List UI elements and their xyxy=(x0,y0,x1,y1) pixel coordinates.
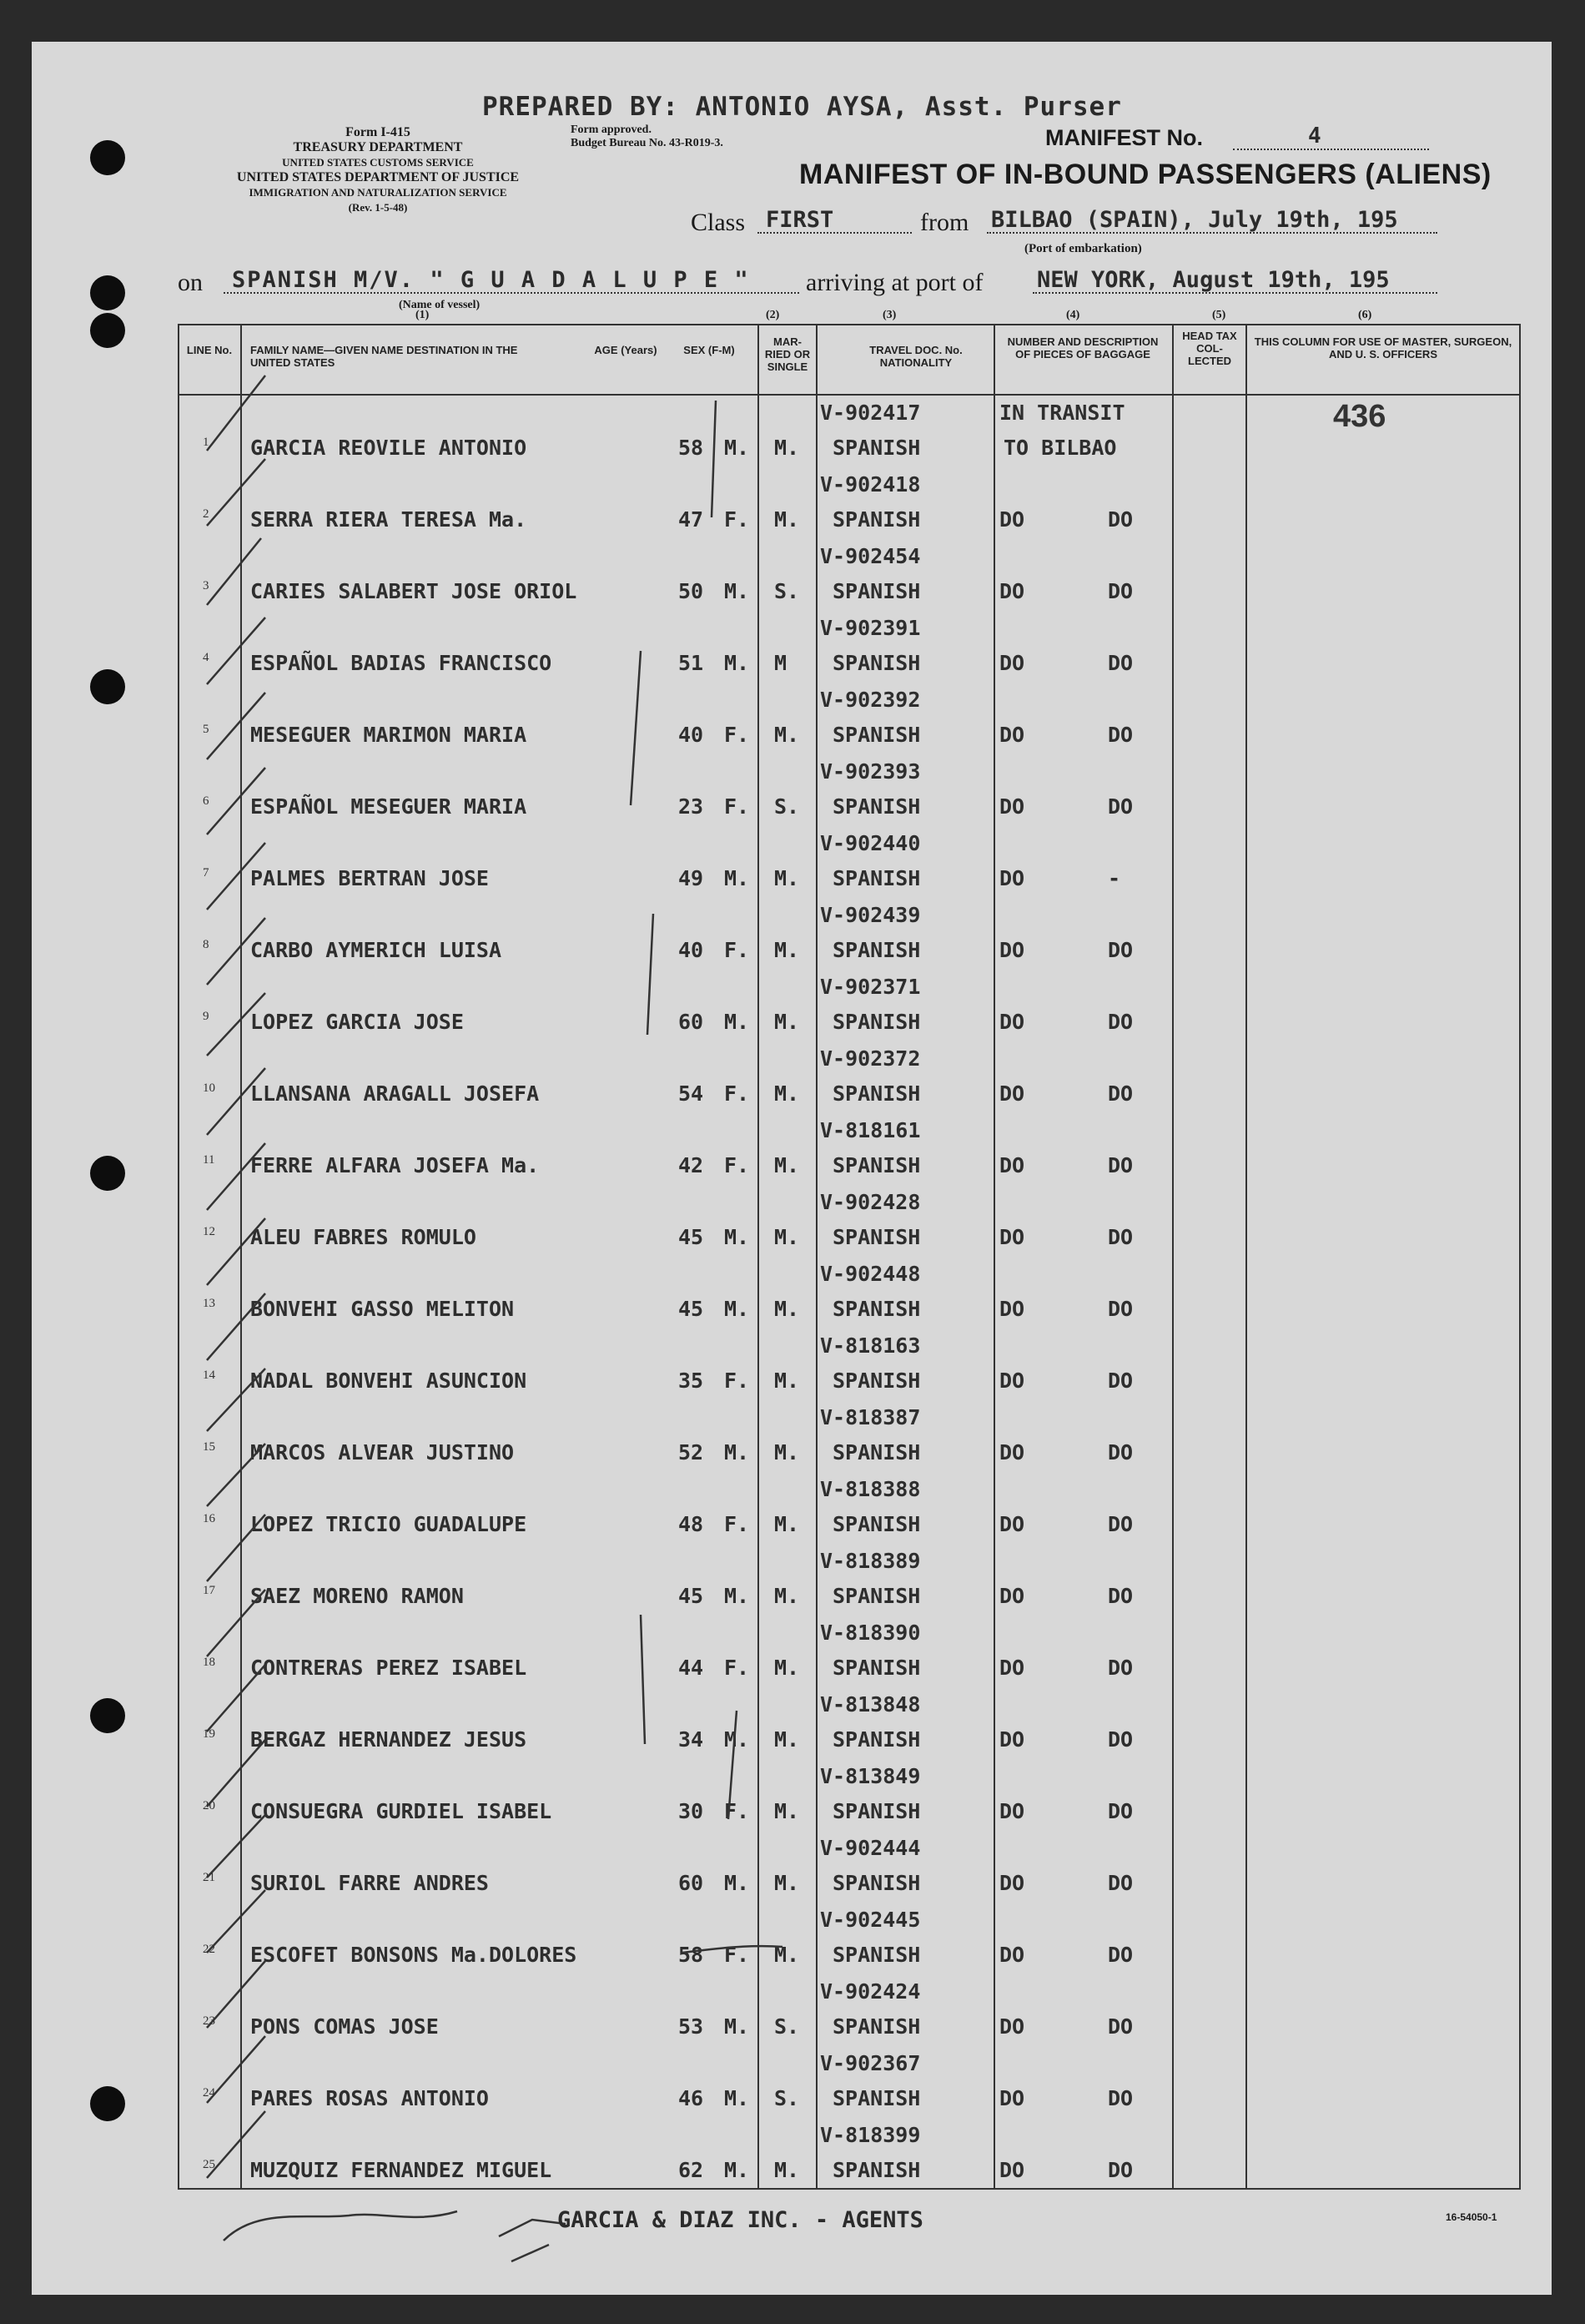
passenger-sex: F. xyxy=(724,507,750,532)
baggage-2: DO xyxy=(1108,1584,1134,1608)
pen-stroke xyxy=(728,1711,737,1819)
passenger-age: 44 xyxy=(678,1656,704,1680)
form-number: Form I-415 xyxy=(345,125,410,139)
passenger-age: 54 xyxy=(678,1081,704,1106)
line-number: 6 xyxy=(203,794,209,808)
nationality: SPANISH xyxy=(833,2086,921,2110)
check-mark xyxy=(207,2036,265,2103)
marital-status: M. xyxy=(774,507,800,532)
baggage-2: DO xyxy=(1108,507,1134,532)
line-number: 21 xyxy=(203,1871,215,1884)
line-number: 12 xyxy=(203,1225,215,1238)
passenger-name: ESCOFET BONSONS Ma.DOLORES xyxy=(250,1943,577,1967)
nationality: SPANISH xyxy=(833,723,921,747)
check-mark xyxy=(207,1143,265,1210)
travel-doc-number: V-902418 xyxy=(820,472,921,497)
baggage-1: DO xyxy=(999,866,1025,890)
marital-status: M. xyxy=(774,1440,800,1464)
check-mark xyxy=(207,538,261,605)
passenger-age: 58 xyxy=(678,1943,704,1967)
passenger-name: LLANSANA ARAGALL JOSEFA xyxy=(250,1081,540,1106)
passenger-name: ALEU FABRES ROMULO xyxy=(250,1225,476,1249)
passenger-name: SERRA RIERA TERESA Ma. xyxy=(250,507,527,532)
form-code: 16-54050-1 xyxy=(1446,2211,1497,2223)
line-number: 16 xyxy=(203,1512,215,1525)
passenger-sex: F. xyxy=(724,723,750,747)
stamp-number: 436 xyxy=(1333,399,1386,434)
column-header-sex: SEX (F-M) xyxy=(683,344,735,356)
passenger-age: 45 xyxy=(678,1297,704,1321)
passenger-name: MUZQUIZ FERNANDEZ MIGUEL xyxy=(250,2158,552,2182)
nationality: SPANISH xyxy=(833,1656,921,1680)
nationality: SPANISH xyxy=(833,579,921,603)
line-number: 23 xyxy=(203,2014,215,2028)
passenger-name: PONS COMAS JOSE xyxy=(250,2014,439,2039)
line-number: 3 xyxy=(203,579,209,592)
passenger-name: PARES ROSAS ANTONIO xyxy=(250,2086,489,2110)
travel-doc-number: V-902371 xyxy=(820,975,921,999)
port-of-embarkation-caption: (Port of embarkation) xyxy=(1024,242,1142,255)
column-header-officers: THIS COLUMN FOR USE OF MASTER, SURGEON, AND U. S. OFFICERS xyxy=(1254,335,1512,360)
line-number: 17 xyxy=(203,1584,215,1597)
passenger-sex: F. xyxy=(724,1369,750,1393)
nationality: SPANISH xyxy=(833,1440,921,1464)
marital-status: S. xyxy=(774,579,800,603)
line-number: 2 xyxy=(203,507,209,521)
line-number: 13 xyxy=(203,1297,215,1310)
column-header-married: MAR-RIED OR SINGLE xyxy=(764,335,811,373)
passenger-name: LOPEZ TRICIO GUADALUPE xyxy=(250,1512,527,1536)
travel-doc-number: V-902448 xyxy=(820,1262,921,1286)
marital-status: M. xyxy=(774,1584,800,1608)
baggage-1: DO xyxy=(999,1727,1025,1752)
baggage-1: DO xyxy=(999,651,1025,675)
check-mark xyxy=(207,693,265,759)
passenger-sex: F. xyxy=(724,938,750,962)
handwritten-marks xyxy=(32,42,1552,2295)
pen-stroke xyxy=(631,651,641,805)
column-number: (5) xyxy=(1212,309,1226,321)
passenger-sex: F. xyxy=(724,1081,750,1106)
vessel-name: SPANISH M/V. " G U A D A L U P E " xyxy=(232,267,750,293)
baggage-1: DO xyxy=(999,579,1025,603)
form-approved: Form approved. xyxy=(571,124,652,136)
baggage-2: DO xyxy=(1108,1799,1134,1823)
nationality: SPANISH xyxy=(833,1584,921,1608)
passenger-name: GARCIA REOVILE ANTONIO xyxy=(250,436,527,460)
baggage-2: DO xyxy=(1108,723,1134,747)
column-header-travel-doc: TRAVEL DOC. No. NATIONALITY xyxy=(869,344,963,369)
passenger-name: SURIOL FARRE ANDRES xyxy=(250,1871,489,1895)
line-number: 25 xyxy=(203,2158,215,2171)
column-number: (6) xyxy=(1358,309,1372,321)
column-number: (3) xyxy=(883,309,897,321)
passenger-name: FERRE ALFARA JOSEFA Ma. xyxy=(250,1153,540,1177)
revision-date: (Rev. 1-5-48) xyxy=(348,201,408,214)
marital-status: M. xyxy=(774,1727,800,1752)
nationality: SPANISH xyxy=(833,651,921,675)
marital-status: M. xyxy=(774,723,800,747)
column-header-head-tax: HEAD TAX COL-LECTED xyxy=(1182,330,1237,367)
marital-status: M. xyxy=(774,1297,800,1321)
baggage-2: DO xyxy=(1108,1727,1134,1752)
baggage-1: DO xyxy=(999,1656,1025,1680)
baggage-2: DO xyxy=(1108,1081,1134,1106)
check-mark xyxy=(207,1218,265,1285)
column-header-line: LINE No. xyxy=(186,344,233,356)
baggage-2: DO xyxy=(1108,579,1134,603)
baggage-1: DO xyxy=(999,1225,1025,1249)
check-mark xyxy=(207,843,265,910)
class-value: FIRST xyxy=(766,207,834,233)
travel-doc-number: V-902393 xyxy=(820,759,921,784)
passenger-age: 35 xyxy=(678,1369,704,1393)
pen-stroke xyxy=(712,401,716,517)
marital-status: M. xyxy=(774,1153,800,1177)
check-mark xyxy=(207,618,265,684)
baggage-1: DO xyxy=(999,1297,1025,1321)
travel-doc-number: V-818387 xyxy=(820,1405,921,1429)
marital-status: M. xyxy=(774,436,800,460)
marital-status: S. xyxy=(774,2014,800,2039)
baggage-2: DO xyxy=(1108,1656,1134,1680)
travel-doc-number: V-813848 xyxy=(820,1692,921,1717)
travel-doc-number: V-818390 xyxy=(820,1621,921,1645)
check-mark xyxy=(207,1740,265,1807)
passenger-sex: M. xyxy=(724,1297,750,1321)
travel-doc-number: V-902367 xyxy=(820,2051,921,2075)
passenger-age: 53 xyxy=(678,2014,704,2039)
baggage-2: DO xyxy=(1108,1943,1134,1967)
treasury-department: TREASURY DEPARTMENT xyxy=(293,140,463,154)
check-mark xyxy=(207,993,265,1056)
column-number: (1) xyxy=(415,309,430,321)
line-number: 22 xyxy=(203,1943,215,1956)
nationality: SPANISH xyxy=(833,1010,921,1034)
baggage-2: DO xyxy=(1108,1225,1134,1249)
nationality: SPANISH xyxy=(833,1225,921,1249)
line-number: 9 xyxy=(203,1010,209,1023)
check-mark xyxy=(207,1068,265,1135)
passenger-sex: M. xyxy=(724,866,750,890)
passenger-age: 60 xyxy=(678,1871,704,1895)
travel-doc-number: V-818388 xyxy=(820,1477,921,1501)
line-number: 19 xyxy=(203,1727,215,1741)
baggage-2: - xyxy=(1108,866,1121,890)
marital-status: M. xyxy=(774,1369,800,1393)
line-number: 11 xyxy=(203,1153,215,1167)
baggage-2: DO xyxy=(1108,1871,1134,1895)
manifest-no-value: 4 xyxy=(1308,124,1321,149)
baggage-1: DO xyxy=(999,2158,1025,2182)
passenger-sex: F. xyxy=(724,794,750,819)
travel-doc-number: V-818161 xyxy=(820,1118,921,1142)
baggage-2: DO xyxy=(1108,2014,1134,2039)
line-number: 20 xyxy=(203,1799,215,1812)
budget-bureau: Budget Bureau No. 43-R019-3. xyxy=(571,137,723,149)
signature-scribble xyxy=(499,2220,566,2261)
line-number: 7 xyxy=(203,866,209,880)
passenger-age: 30 xyxy=(678,1799,704,1823)
marital-status: M xyxy=(774,651,787,675)
check-mark xyxy=(207,376,265,451)
baggage-1: DO xyxy=(999,723,1025,747)
check-mark xyxy=(207,2111,265,2178)
column-number: (4) xyxy=(1066,309,1080,321)
baggage-1: DO xyxy=(999,1440,1025,1464)
nationality: SPANISH xyxy=(833,1153,921,1177)
marital-status: S. xyxy=(774,794,800,819)
pen-stroke xyxy=(641,1615,645,1744)
nationality: SPANISH xyxy=(833,436,921,460)
nationality: SPANISH xyxy=(833,1871,921,1895)
from-value: BILBAO (SPAIN), July 19th, 195 xyxy=(991,207,1398,233)
check-mark xyxy=(207,1665,265,1732)
check-mark xyxy=(207,918,265,985)
passenger-age: 49 xyxy=(678,866,704,890)
passenger-sex: F. xyxy=(724,1943,750,1967)
line-number: 4 xyxy=(203,651,209,664)
travel-doc-number: V-818399 xyxy=(820,2123,921,2147)
travel-doc-number: V-902372 xyxy=(820,1046,921,1071)
marital-status: M. xyxy=(774,866,800,890)
column-header-age: AGE (Years) xyxy=(594,344,657,356)
line-number: 5 xyxy=(203,723,209,736)
passenger-sex: M. xyxy=(724,436,750,460)
travel-doc-number: V-902439 xyxy=(820,903,921,927)
baggage-1: DO xyxy=(999,1584,1025,1608)
baggage-2: DO xyxy=(1108,1369,1134,1393)
passenger-name: LOPEZ GARCIA JOSE xyxy=(250,1010,464,1034)
passenger-sex: M. xyxy=(724,1225,750,1249)
baggage-2: DO xyxy=(1108,794,1134,819)
nationality: SPANISH xyxy=(833,1727,921,1752)
baggage-2: DO xyxy=(1108,2158,1134,2182)
baggage-1: DO xyxy=(999,2014,1025,2039)
marital-status: M. xyxy=(774,1081,800,1106)
baggage-1: IN TRANSIT xyxy=(999,401,1125,425)
passenger-age: 34 xyxy=(678,1727,704,1752)
travel-doc-number: V-902392 xyxy=(820,688,921,712)
page-title: MANIFEST OF IN-BOUND PASSENGERS (ALIENS) xyxy=(799,159,1492,190)
passenger-name: PALMES BERTRAN JOSE xyxy=(250,866,489,890)
passenger-sex: M. xyxy=(724,1871,750,1895)
check-mark xyxy=(207,1444,265,1506)
passenger-sex: M. xyxy=(724,579,750,603)
marital-status: S. xyxy=(774,2086,800,2110)
passenger-age: 40 xyxy=(678,723,704,747)
baggage-1: DO xyxy=(999,1943,1025,1967)
passenger-sex: F. xyxy=(724,1799,750,1823)
nationality: SPANISH xyxy=(833,1081,921,1106)
baggage-2: DO xyxy=(1108,1010,1134,1034)
passenger-age: 51 xyxy=(678,651,704,675)
baggage-1: DO xyxy=(999,1081,1025,1106)
marital-status: M. xyxy=(774,2158,800,2182)
class-label: Class xyxy=(691,209,746,236)
passenger-sex: M. xyxy=(724,2086,750,2110)
travel-doc-number: V-818163 xyxy=(820,1333,921,1358)
baggage-1: DO xyxy=(999,1871,1025,1895)
check-mark xyxy=(207,1369,265,1431)
manifest-page xyxy=(32,42,1552,2295)
passenger-name: BERGAZ HERNANDEZ JESUS xyxy=(250,1727,527,1752)
line-number: 10 xyxy=(203,1081,215,1095)
passenger-age: 62 xyxy=(678,2158,704,2182)
passenger-name: ESPAÑOL BADIAS FRANCISCO xyxy=(250,651,552,675)
passenger-sex: F. xyxy=(724,1656,750,1680)
travel-doc-number: V-813849 xyxy=(820,1764,921,1788)
column-header-baggage: NUMBER AND DESCRIPTION OF PIECES OF BAGGAGE xyxy=(1007,335,1159,360)
baggage-1: DO xyxy=(999,1512,1025,1536)
nationality: SPANISH xyxy=(833,1943,921,1967)
passenger-age: 45 xyxy=(678,1225,704,1249)
immigration-service: IMMIGRATION AND NATURALIZATION SERVICE xyxy=(249,186,507,199)
passenger-sex: M. xyxy=(724,651,750,675)
column-number: (2) xyxy=(766,309,780,321)
passenger-sex: M. xyxy=(724,1727,750,1752)
check-mark xyxy=(207,768,265,834)
passenger-name: MARCOS ALVEAR JUSTINO xyxy=(250,1440,515,1464)
nationality: SPANISH xyxy=(833,1512,921,1536)
nationality: SPANISH xyxy=(833,866,921,890)
passenger-age: 40 xyxy=(678,938,704,962)
baggage-2: DO xyxy=(1108,1297,1134,1321)
marital-status: M. xyxy=(774,938,800,962)
manifest-no-label: MANIFEST No. xyxy=(1045,125,1203,150)
travel-doc-number: V-902417 xyxy=(820,401,921,425)
on-label: on xyxy=(178,269,203,296)
passenger-name: NADAL BONVEHI ASUNCION xyxy=(250,1369,527,1393)
line-number: 1 xyxy=(203,436,209,449)
passenger-sex: M. xyxy=(724,2014,750,2039)
baggage-2: DO xyxy=(1108,1440,1134,1464)
agents-footer: GARCIA & DIAZ INC. - AGENTS xyxy=(557,2207,923,2233)
baggage-2: DO xyxy=(1108,651,1134,675)
passenger-age: 42 xyxy=(678,1153,704,1177)
travel-doc-number: V-902428 xyxy=(820,1190,921,1214)
column-header-name: FAMILY NAME—GIVEN NAME DESTINATION IN THE UNITED STATES xyxy=(250,344,518,369)
line-number: 18 xyxy=(203,1656,215,1669)
signature-scribble xyxy=(224,2211,457,2241)
passenger-sex: F. xyxy=(724,1153,750,1177)
baggage-1: DO xyxy=(999,2086,1025,2110)
travel-doc-number: V-902454 xyxy=(820,544,921,568)
passenger-age: 52 xyxy=(678,1440,704,1464)
nationality: SPANISH xyxy=(833,794,921,819)
check-mark xyxy=(207,1515,265,1581)
check-mark xyxy=(207,1590,265,1656)
passenger-age: 47 xyxy=(678,507,704,532)
baggage-2: DO xyxy=(1108,1512,1134,1536)
passenger-age: 50 xyxy=(678,579,704,603)
passenger-name: CONTRERAS PEREZ ISABEL xyxy=(250,1656,527,1680)
travel-doc-number: V-902440 xyxy=(820,831,921,855)
baggage-1: DO xyxy=(999,1369,1025,1393)
from-label: from xyxy=(920,209,969,236)
line-number: 24 xyxy=(203,2086,215,2100)
marital-status: M. xyxy=(774,1799,800,1823)
baggage-1: DO xyxy=(999,1010,1025,1034)
arriving-value: NEW YORK, August 19th, 195 xyxy=(1037,267,1390,293)
passenger-age: 60 xyxy=(678,1010,704,1034)
passenger-sex: M. xyxy=(724,1010,750,1034)
baggage-2: DO xyxy=(1108,1153,1134,1177)
check-mark xyxy=(207,1890,265,1953)
pen-stroke xyxy=(682,1946,782,1953)
baggage-1: DO xyxy=(999,1153,1025,1177)
vessel-caption: (Name of vessel) xyxy=(399,299,481,311)
marital-status: M. xyxy=(774,1512,800,1536)
nationality: SPANISH xyxy=(833,507,921,532)
travel-doc-number: V-902444 xyxy=(820,1836,921,1860)
passenger-name: ESPAÑOL MESEGUER MARIA xyxy=(250,794,527,819)
passenger-sex: M. xyxy=(724,1440,750,1464)
check-mark xyxy=(207,459,265,526)
nationality: SPANISH xyxy=(833,938,921,962)
nationality: SPANISH xyxy=(833,2158,921,2182)
travel-doc-number: V-902391 xyxy=(820,616,921,640)
passenger-name: CARIES SALABERT JOSE ORIOL xyxy=(250,579,577,603)
nationality: SPANISH xyxy=(833,1297,921,1321)
baggage-1: DO xyxy=(999,938,1025,962)
marital-status: M. xyxy=(774,1871,800,1895)
baggage-1: DO xyxy=(999,794,1025,819)
passenger-name: CARBO AYMERICH LUISA xyxy=(250,938,502,962)
line-number: 15 xyxy=(203,1440,215,1454)
passenger-name: SAEZ MORENO RAMON xyxy=(250,1584,464,1608)
travel-doc-number: V-818389 xyxy=(820,1549,921,1573)
passenger-sex: M. xyxy=(724,2158,750,2182)
marital-status: M. xyxy=(774,1656,800,1680)
prepared-by: PREPARED BY: ANTONIO AYSA, Asst. Purser xyxy=(482,92,1122,122)
arriving-label: arriving at port of xyxy=(806,269,984,296)
travel-doc-number: V-902424 xyxy=(820,1979,921,2004)
baggage-2: DO xyxy=(1108,938,1134,962)
baggage-2: DO xyxy=(1108,2086,1134,2110)
travel-doc-number: V-902445 xyxy=(820,1908,921,1932)
line-number: 14 xyxy=(203,1369,215,1382)
passenger-name: MESEGUER MARIMON MARIA xyxy=(250,723,527,747)
marital-status: M. xyxy=(774,1225,800,1249)
baggage-1: DO xyxy=(999,1799,1025,1823)
marital-status: M. xyxy=(774,1943,800,1967)
passenger-name: BONVEHI GASSO MELITON xyxy=(250,1297,515,1321)
passenger-name: CONSUEGRA GURDIEL ISABEL xyxy=(250,1799,552,1823)
nationality: SPANISH xyxy=(833,2014,921,2039)
department-of-justice: UNITED STATES DEPARTMENT OF JUSTICE xyxy=(236,170,520,184)
passenger-age: 48 xyxy=(678,1512,704,1536)
line-number: 8 xyxy=(203,938,209,951)
check-mark xyxy=(207,1293,265,1360)
check-mark xyxy=(207,1961,265,2028)
passenger-sex: M. xyxy=(724,1584,750,1608)
nationality: SPANISH xyxy=(833,1799,921,1823)
passenger-age: 58 xyxy=(678,436,704,460)
passenger-age: 45 xyxy=(678,1584,704,1608)
nationality: SPANISH xyxy=(833,1369,921,1393)
passenger-age: 46 xyxy=(678,2086,704,2110)
marital-status: M. xyxy=(774,1010,800,1034)
pen-stroke xyxy=(647,914,653,1035)
passenger-sex: F. xyxy=(724,1512,750,1536)
baggage-2: TO BILBAO xyxy=(1004,436,1117,460)
passenger-age: 23 xyxy=(678,794,704,819)
customs-service: UNITED STATES CUSTOMS SERVICE xyxy=(282,156,474,169)
baggage-1: DO xyxy=(999,507,1025,532)
check-mark xyxy=(207,1815,265,1878)
